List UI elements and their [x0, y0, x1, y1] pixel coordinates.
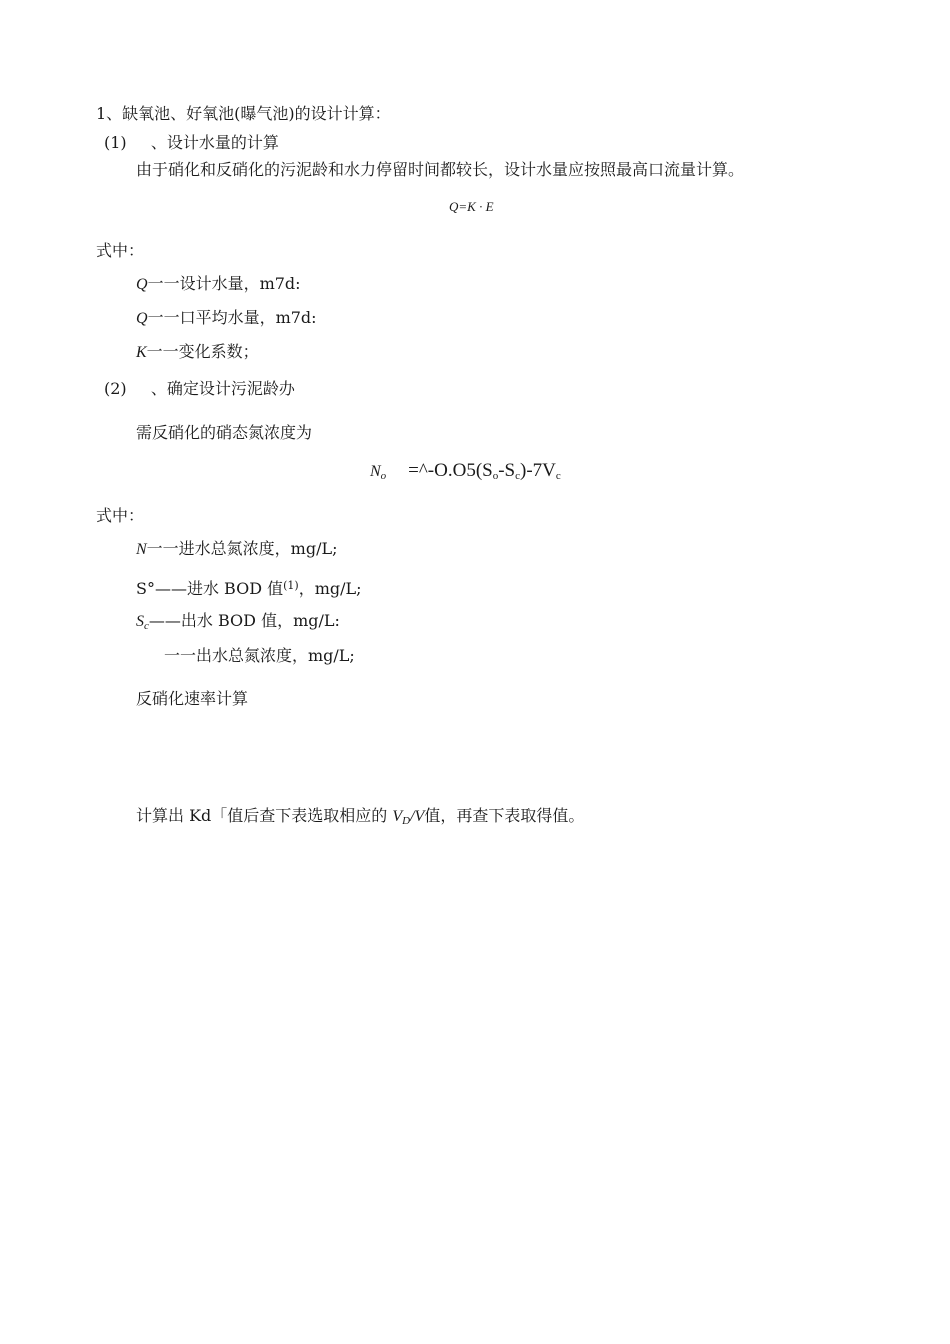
formula-lhs-sub: o	[380, 470, 387, 482]
step1-heading	[104, 133, 279, 153]
step2-description: 需反硝化的硝态氮浓度为	[136, 423, 313, 442]
ratio-sub: D	[402, 815, 411, 827]
symbol: K	[136, 344, 147, 361]
formula-sub-1: o	[492, 470, 499, 482]
symbol: S	[136, 613, 144, 630]
formula-rhs-a: =^-O.O5(S	[408, 460, 493, 481]
step1-number: (1)	[104, 133, 127, 152]
formula-sub-3: c	[555, 470, 561, 482]
where-item-n	[136, 539, 338, 560]
definition: 一一口平均水量，m7d:	[147, 308, 317, 327]
where-item-sc	[136, 611, 340, 636]
formula-rhs-c: )-7V	[520, 460, 556, 481]
symbol: Q	[136, 310, 148, 327]
where-item-qavg	[136, 308, 317, 329]
where-label-2: 式中：	[96, 506, 145, 525]
definition: 一一变化系数；	[146, 342, 259, 361]
rate-title: 反硝化速率计算	[136, 689, 249, 708]
formula-nitrate	[370, 459, 561, 488]
definition: ——出水 BOD 值，mg/L:	[148, 611, 340, 630]
step1-title: 、设计水量的计算	[150, 133, 279, 152]
definition: 一一进水总氮浓度，mg/L;	[146, 539, 338, 558]
definition: 一一出水总氮浓度，mg/L;	[164, 646, 355, 665]
final-pre: 计算出 Kd「值后查下表选取相应的	[136, 806, 393, 825]
step2-title: 、确定设计污泥龄办	[150, 379, 295, 398]
where-item-q	[136, 274, 301, 295]
definition-unit: ，mg/L;	[298, 579, 362, 598]
formula-rhs-b: -S	[498, 460, 516, 481]
step2-number: (2)	[104, 379, 127, 398]
step2-heading	[104, 379, 295, 399]
step1-description: 由于硝化和反硝化的污泥龄和水力停留时间都较长，设计水量应按照最高口流量计算。	[136, 160, 745, 179]
footnote-mark: (1)	[283, 579, 299, 592]
final-post: 值，再查下表取得值。	[424, 806, 585, 825]
formula-lhs: N	[370, 463, 381, 480]
symbol: N	[136, 541, 147, 558]
section-heading: 1、缺氧池、好氧池(曝气池)的设计计算：	[96, 104, 391, 123]
ratio-rest: /V	[410, 808, 425, 825]
where-item-so	[136, 576, 362, 599]
symbol: Q	[136, 276, 148, 293]
formula-q: Q=K · E	[449, 199, 494, 214]
definition: 一一设计水量，m7d:	[147, 274, 301, 293]
ratio-v: V	[392, 808, 403, 825]
definition: S°——进水 BOD 值	[136, 579, 284, 598]
where-label-1: 式中：	[96, 241, 145, 260]
formula-sub-2: c	[515, 470, 521, 482]
where-item-ne	[164, 646, 355, 666]
final-sentence	[136, 806, 584, 831]
symbol-sub: c	[144, 620, 149, 632]
where-item-k	[136, 342, 259, 363]
